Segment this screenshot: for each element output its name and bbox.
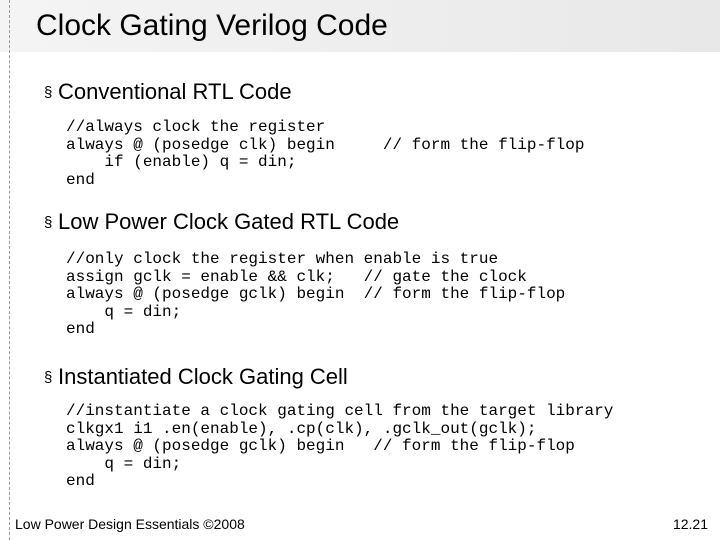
code-line: q = din; bbox=[66, 454, 182, 473]
dashed-margin-line bbox=[9, 0, 10, 540]
footer-slide-number: 12.21 bbox=[672, 516, 708, 532]
code-block-conventional bbox=[66, 119, 584, 189]
section-heading-clock-gated bbox=[44, 209, 399, 236]
code-line: always @ (posedge clk) begin // form the flip-flop bbox=[66, 135, 585, 154]
code-line: //always clock the register bbox=[66, 118, 326, 136]
section-heading-gating-cell bbox=[44, 364, 348, 391]
bullet-icon: § bbox=[44, 84, 53, 101]
section-heading-label: Instantiated Clock Gating Cell bbox=[58, 364, 348, 389]
code-block-clock-gated bbox=[66, 251, 565, 339]
section-heading-label: Conventional RTL Code bbox=[58, 79, 292, 104]
code-line: clkgx1 i1 .en(enable), .cp(clk), .gclk_out(gclk); bbox=[66, 419, 537, 438]
code-line: q = din; bbox=[66, 302, 182, 321]
code-line: //only clock the register when enable is true bbox=[66, 250, 499, 268]
code-line: //instantiate a clock gating cell from the target library bbox=[66, 402, 614, 420]
code-line: always @ (posedge gclk) begin // form the flip-flop bbox=[66, 285, 566, 303]
code-line: if (enable) q = din; bbox=[66, 153, 297, 171]
code-line: end bbox=[66, 472, 95, 490]
bullet-icon: § bbox=[44, 369, 53, 386]
code-line: end bbox=[66, 320, 95, 338]
section-heading-conventional bbox=[44, 79, 292, 106]
footer-course-name: Low Power Design Essentials ©2008 bbox=[15, 516, 245, 532]
code-line: assign gclk = enable && clk; // gate the clock bbox=[66, 267, 527, 286]
section-heading-label: Low Power Clock Gated RTL Code bbox=[58, 209, 400, 234]
slide-title: Clock Gating Verilog Code bbox=[36, 9, 388, 42]
code-line: always @ (posedge gclk) begin // form the flip-flop bbox=[66, 437, 575, 455]
code-line: end bbox=[66, 170, 95, 189]
bullet-icon: § bbox=[44, 214, 53, 231]
code-block-gating-cell bbox=[66, 403, 613, 491]
